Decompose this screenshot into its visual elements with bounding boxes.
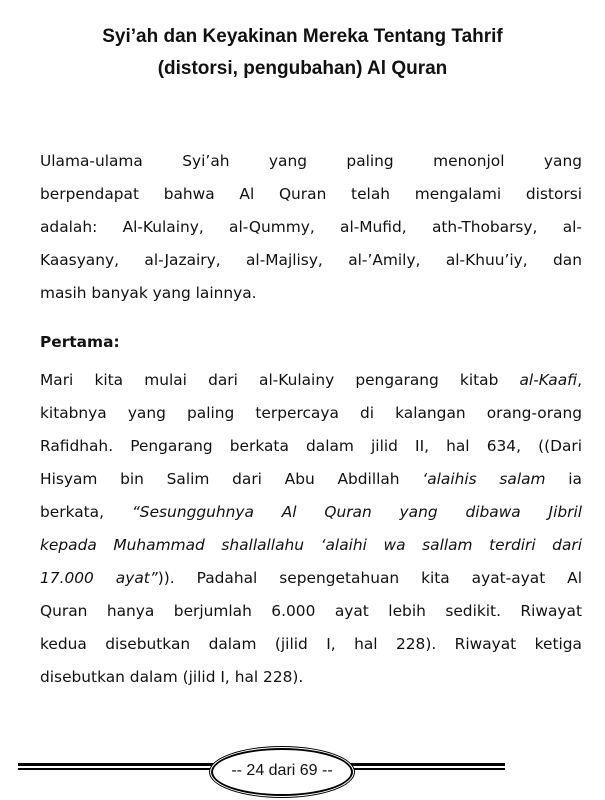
italic-text: “Sesungguhnya Al Quran yang dibawa Jibril [131,503,582,521]
italic-text: kepada Muhammad shallallahu ‘alaihi wa sallam terdiri dari [40,536,582,554]
document-body [40,145,582,704]
text-segment: kedua disebutkan dalam (jilid I, hal 228). Riwayat ketiga [40,635,582,653]
text-line [40,430,582,463]
text-line [40,397,582,430]
text-segment: Ulama-ulama Syi’ah yang paling menonjol yang [40,152,582,170]
text-segment: Hisyam bin Salim dari Abu Abdillah [40,470,423,488]
italic-text: 17.000 ayat” [40,569,158,587]
text-line [40,277,582,310]
text-line [40,211,582,244]
text-line [40,595,582,628]
text-line [40,661,582,694]
text-segment: Kaasyany, al-Jazairy, al-Majlisy, al-’Amily, al-Khuu’iy, dan [40,251,582,269]
text-line [40,364,582,397]
text-line [40,628,582,661]
text-segment: , [577,371,582,389]
text-segment: kitabnya yang paling terpercaya di kalangan orang-orang [40,404,582,422]
text-segment: ia [545,470,582,488]
text-line [40,562,582,595]
page-footer [18,760,505,779]
text-line [40,244,582,277]
document-title-line-2: (distorsi, pengubahan) Al Quran [157,58,448,79]
section-heading: Pertama: [40,333,120,351]
italic-text: al-Kaafi [519,371,578,389]
text-segment: disebutkan dalam (jilid I, hal 228). [40,668,304,686]
text-line [40,178,582,211]
text-line [40,145,582,178]
text-segment: )). Padahal sepengetahuan kita ayat-ayat Al [157,569,582,587]
paragraph-2 [40,364,582,694]
text-segment: berpendapat bahwa Al Quran telah mengalami distorsi [40,185,582,203]
text-segment: adalah: Al-Kulainy, al-Qummy, al-Mufid, ath-Thobarsy, al- [40,218,582,236]
text-line [40,496,582,529]
text-segment: Rafidhah. Pengarang berkata dalam jilid II, hal 634, ((Dari [40,437,582,455]
text-segment: Quran hanya berjumlah 6.000 ayat lebih sedikit. Riwayat [40,602,582,620]
text-segment: Mari kita mulai dari al-Kulainy pengarang kitab [40,371,520,389]
page-number: -- 24 dari 69 -- [231,762,333,779]
text-segment: berkata, [40,503,132,521]
text-line [40,529,582,562]
paragraph-1 [40,145,582,310]
text-segment: masih banyak yang lainnya. [40,284,257,302]
page-number-oval [211,748,353,796]
text-line [40,463,582,496]
italic-text: ‘alaihis salam [422,470,546,488]
document-title-line-1: Syi’ah dan Keyakinan Mereka Tentang Tahrif [102,26,503,47]
